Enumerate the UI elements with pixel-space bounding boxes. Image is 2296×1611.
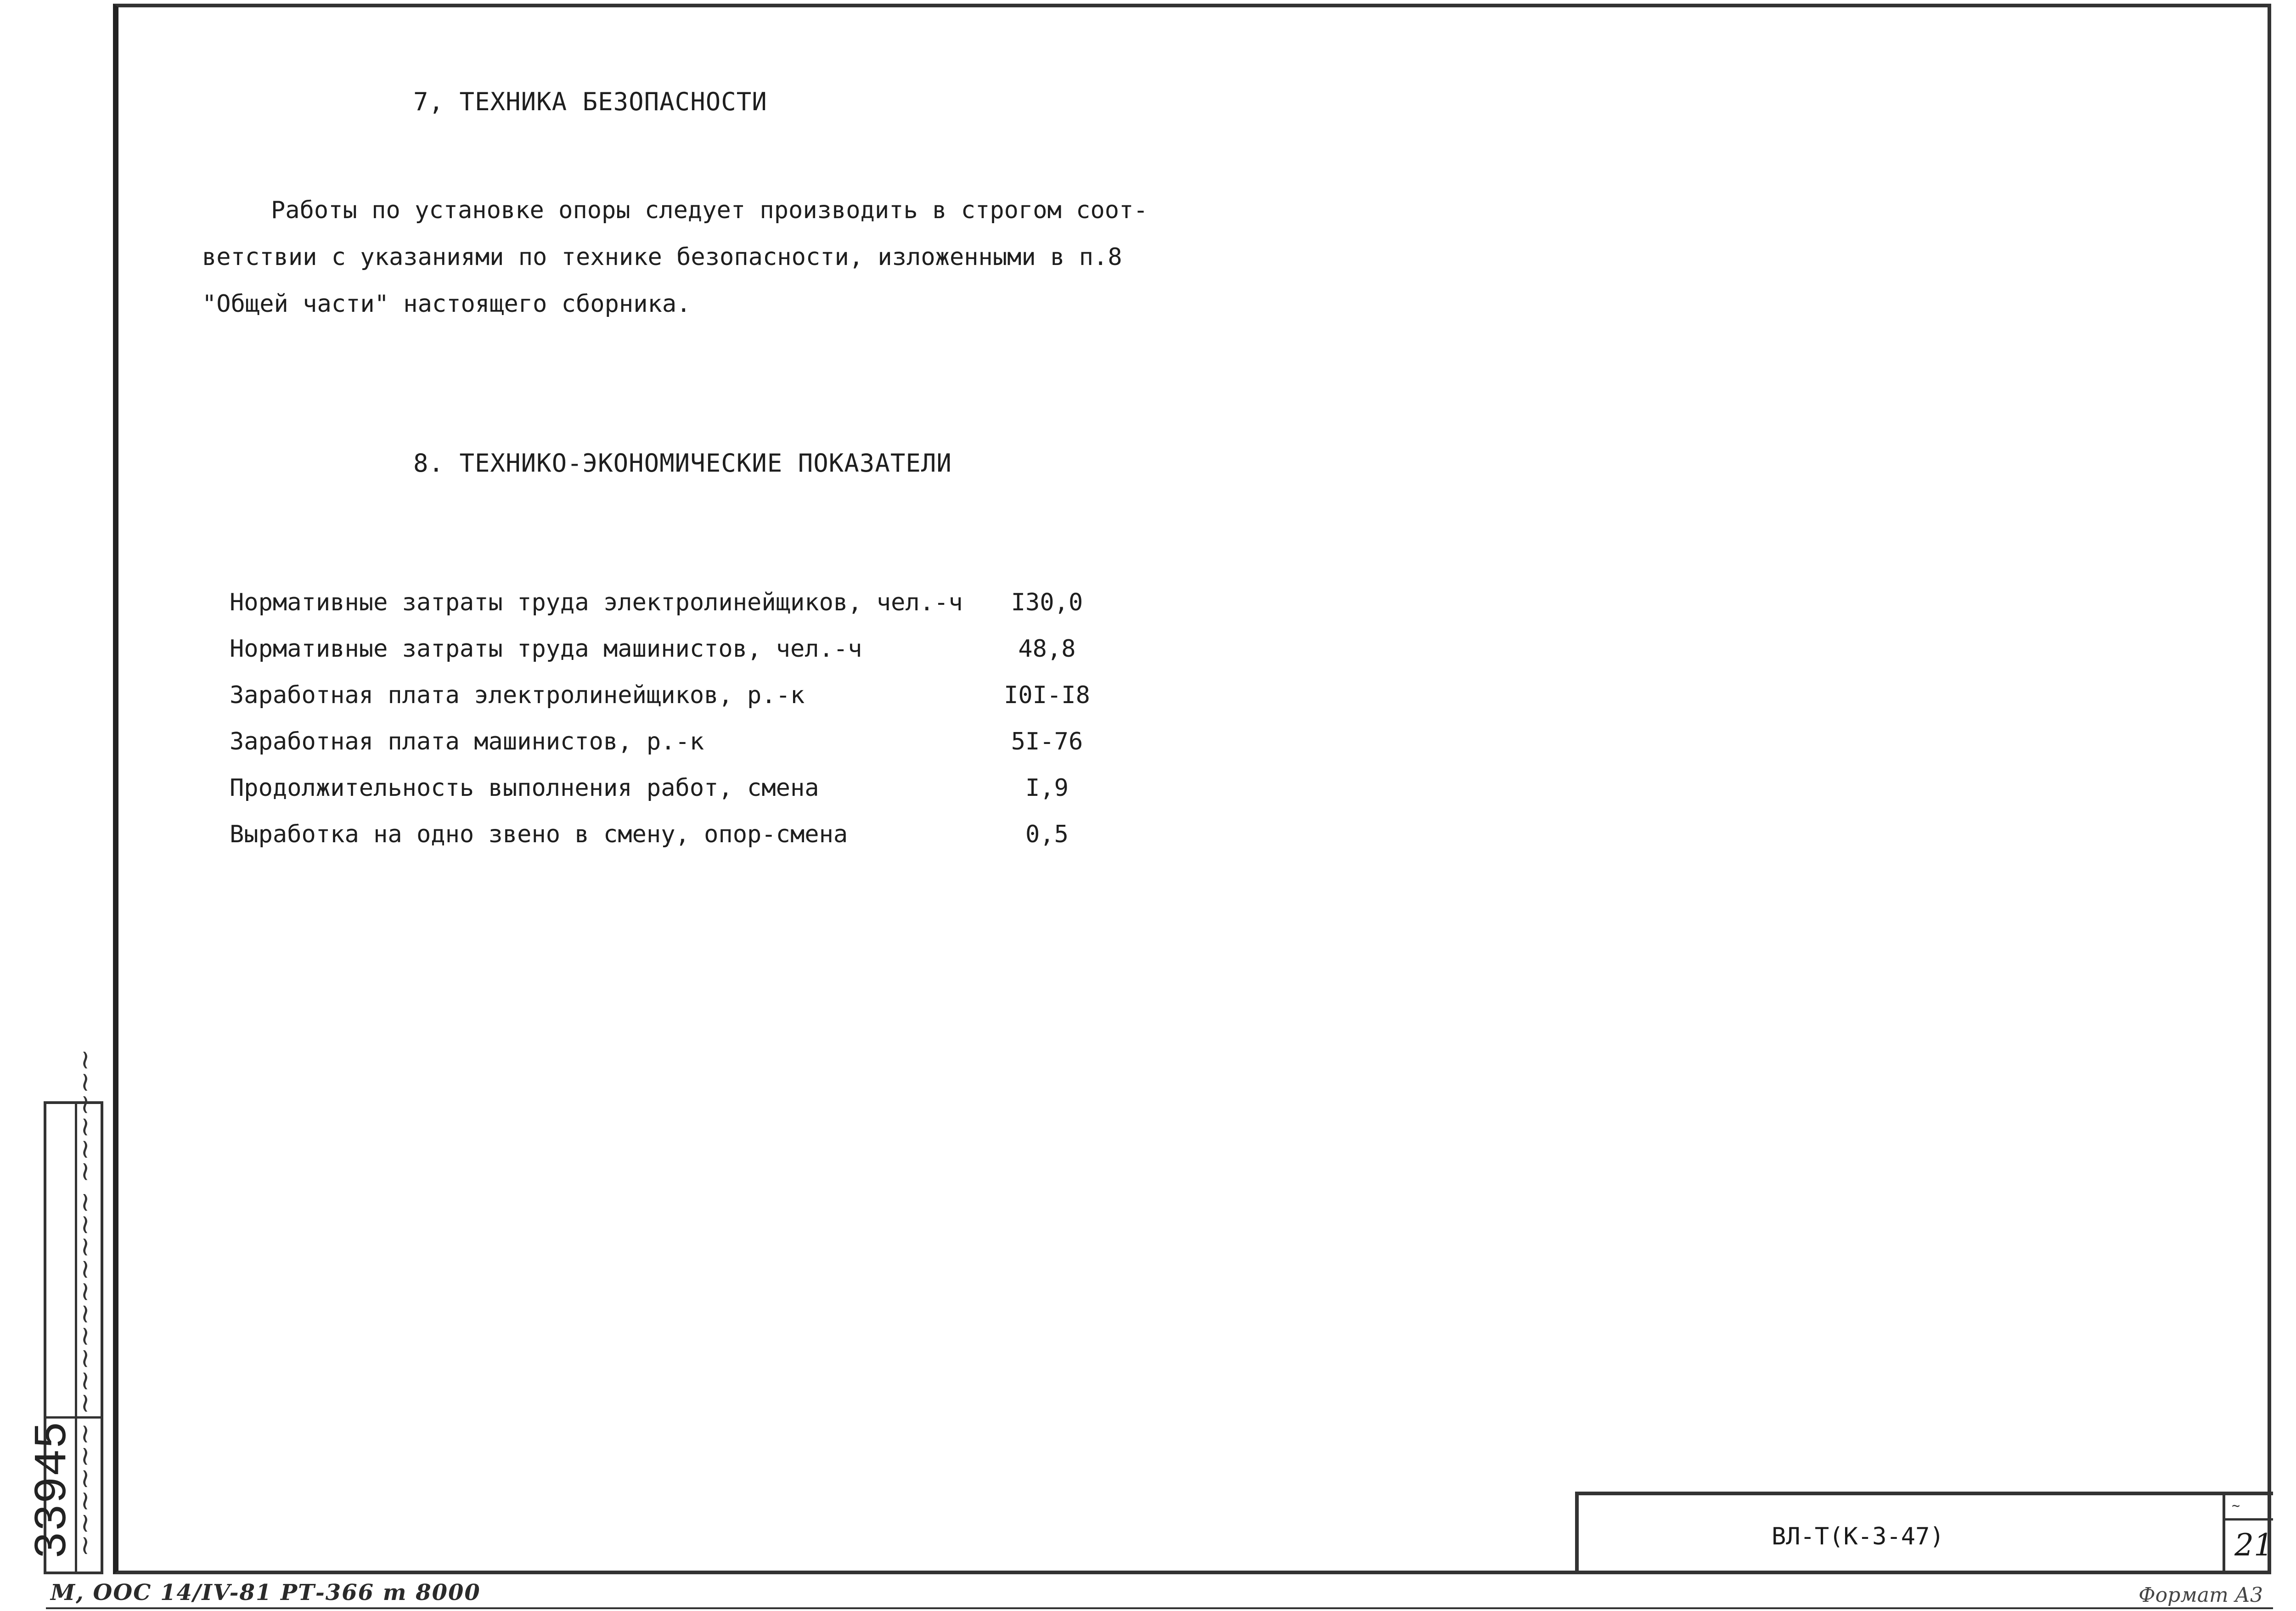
format-note: Формат А3 xyxy=(2138,1583,2263,1607)
section-7-paragraph-line-2: ветствии с указаниями по технике безопасности, изложенными в п.8 xyxy=(202,243,1122,271)
indicator-value: 0,5 xyxy=(1025,821,1069,848)
margin-signature-handwriting: ~~~~~~ ~~~~~~~~~~ ~~~~~~ xyxy=(69,1048,100,1557)
indicator-label: Заработная плата машинистов, р.-к xyxy=(230,728,704,755)
section-7-paragraph-line-3: "Общей части" настоящего сборника. xyxy=(202,290,691,318)
indicator-label: Выработка на одно звено в смену, опор-смена xyxy=(230,821,848,848)
section-8-heading: 8. ТЕХНИКО-ЭКОНОМИЧЕСКИЕ ПОКАЗАТЕЛИ xyxy=(413,449,952,478)
bottom-rule xyxy=(46,1607,2273,1609)
indicator-value: 5I-76 xyxy=(1011,728,1083,755)
sheet-label-cell xyxy=(2225,1495,2273,1521)
sheet-label-handwriting: ~ xyxy=(2232,1498,2240,1514)
document-code: ВЛ-Т(К-3-47) xyxy=(1772,1523,1944,1550)
section-7-heading: 7, ТЕХНИКА БЕЗОПАСНОСТИ xyxy=(413,87,767,116)
sheet-number-cell xyxy=(2223,1495,2273,1574)
indicator-value: I0I-I8 xyxy=(1004,682,1090,709)
indicator-value: I30,0 xyxy=(1011,589,1083,616)
indicator-label: Нормативные затраты труда электролинейщиков, чел.-ч xyxy=(230,589,963,616)
sheet-number: 21 xyxy=(2234,1527,2273,1563)
indicator-value: 48,8 xyxy=(1018,635,1076,663)
inventory-number: 33945 xyxy=(28,1421,79,1559)
title-block-stamp xyxy=(1575,1492,2273,1574)
indicator-label: Заработная плата электролинейщиков, р.-к xyxy=(230,682,805,709)
indicator-label: Продолжительность выполнения работ, смена xyxy=(230,774,819,802)
indicator-value: I,9 xyxy=(1025,774,1069,802)
indicator-label: Нормативные затраты труда машинистов, чел.-ч xyxy=(230,635,862,663)
section-7-paragraph-line-1: Работы по установке опоры следует производить в строгом соот- xyxy=(271,197,1148,224)
printing-note: М, ООС 14/IV-81 РТ-366 т 8000 xyxy=(51,1580,481,1605)
